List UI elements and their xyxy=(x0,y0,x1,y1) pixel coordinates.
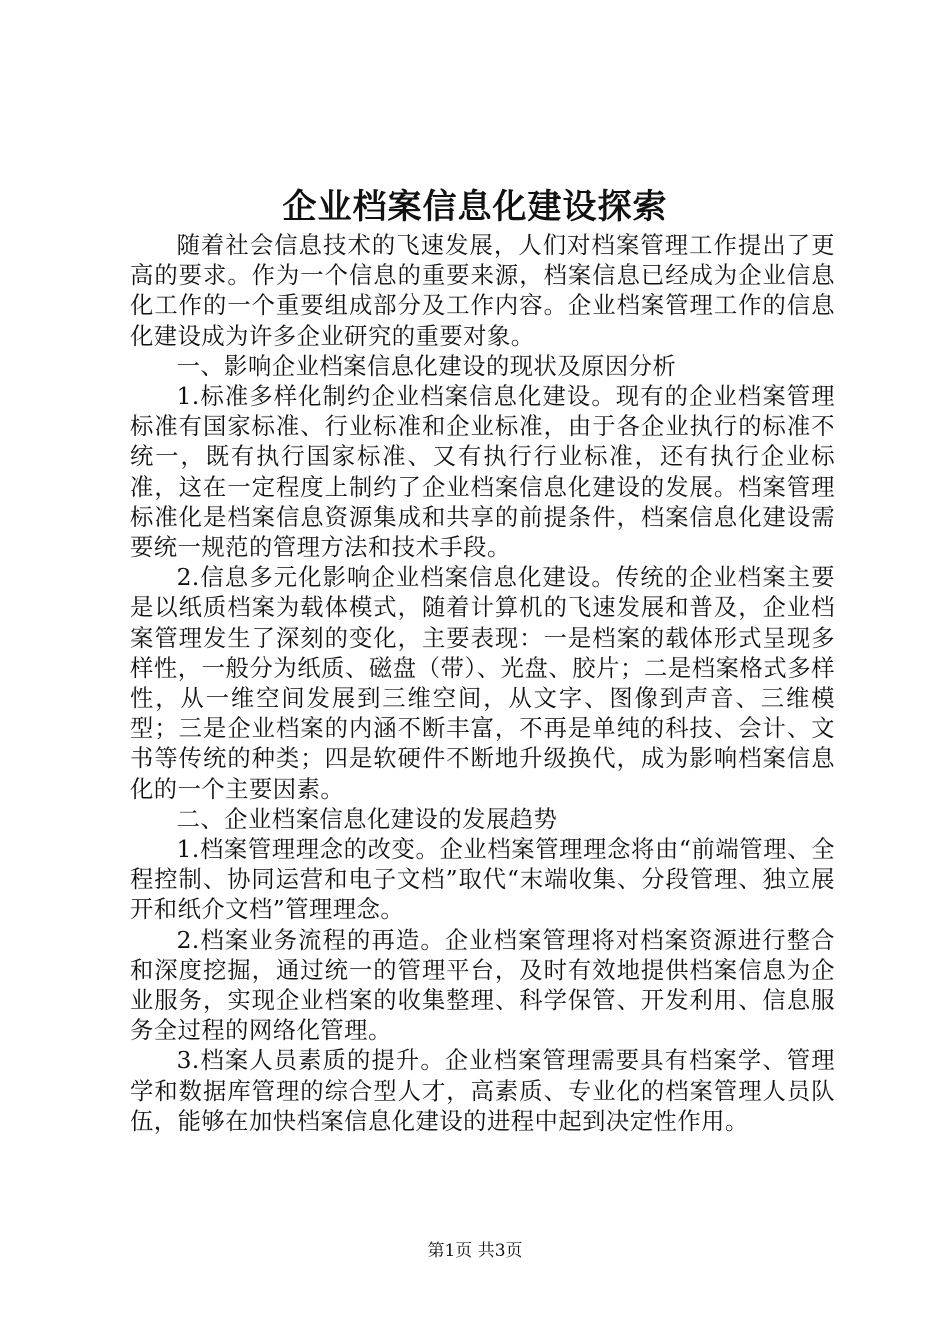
section-2-item-1: 1.档案管理理念的改变。企业档案管理理念将由“前端管理、全程控制、协同运营和电子文档”取代“末端收集、分段管理、独立展开和纸介文档”管理理念。 xyxy=(130,836,835,924)
section-1-item-1: 1.标准多样化制约企业档案信息化建设。现有的企业档案管理标准有国家标准、行业标准和企业标准，由于各企业执行的标准不统一，既有执行国家标准、又有执行行业标准，还有执行企业标准，这在一定程度上制约了企业档案信息化建设的发展。档案管理标准化是档案信息资源集成和共享的前提条件，档案信息化建设需要统一规范的管理方法和技术手段。 xyxy=(130,383,835,562)
section-1-item-2: 2.信息多元化影响企业档案信息化建设。传统的企业档案主要是以纸质档案为载体模式，随着计算机的飞速发展和普及，企业档案管理发生了深刻的变化，主要表现：一是档案的载体形式呈现多样性，一般分为纸质、磁盘（带）、光盘、胶片；二是档案格式多样性，从一维空间发展到三维空间，从文字、图像到声音、三维模型；三是企业档案的内涵不断丰富，不再是单纯的科技、会计、文书等传统的种类；四是软硬件不断地升级换代，成为影响档案信息化的一个主要因素。 xyxy=(130,564,835,803)
section-2-item-2: 2.档案业务流程的再造。企业档案管理将对档案资源进行整合和深度挖掘，通过统一的管理平台，及时有效地提供档案信息为企业服务，实现企业档案的收集整理、科学保管、开发利用、信息服务全过程的网络化管理。 xyxy=(130,926,835,1045)
document-body xyxy=(130,231,835,1137)
document-title: 企业档案信息化建设探索 xyxy=(282,187,668,227)
section-2-item-3: 3.档案人员素质的提升。企业档案管理需要具有档案学、管理学和数据库管理的综合型人才，高素质、专业化的档案管理人员队伍，能够在加快档案信息化建设的进程中起到决定性作用。 xyxy=(130,1047,835,1135)
page-number-footer: 第1页 共3页 xyxy=(427,1241,523,1261)
intro-paragraph: 随着社会信息技术的飞速发展，人们对档案管理工作提出了更高的要求。作为一个信息的重要来源，档案信息已经成为企业信息化工作的一个重要组成部分及工作内容。企业档案管理工作的信息化建设成为许多企业研究的重要对象。 xyxy=(130,232,835,350)
section-heading-1: 一、影响企业档案信息化建设的现状及原因分析 xyxy=(176,352,677,380)
section-heading-2: 二、企业档案信息化建设的发展趋势 xyxy=(176,805,558,833)
